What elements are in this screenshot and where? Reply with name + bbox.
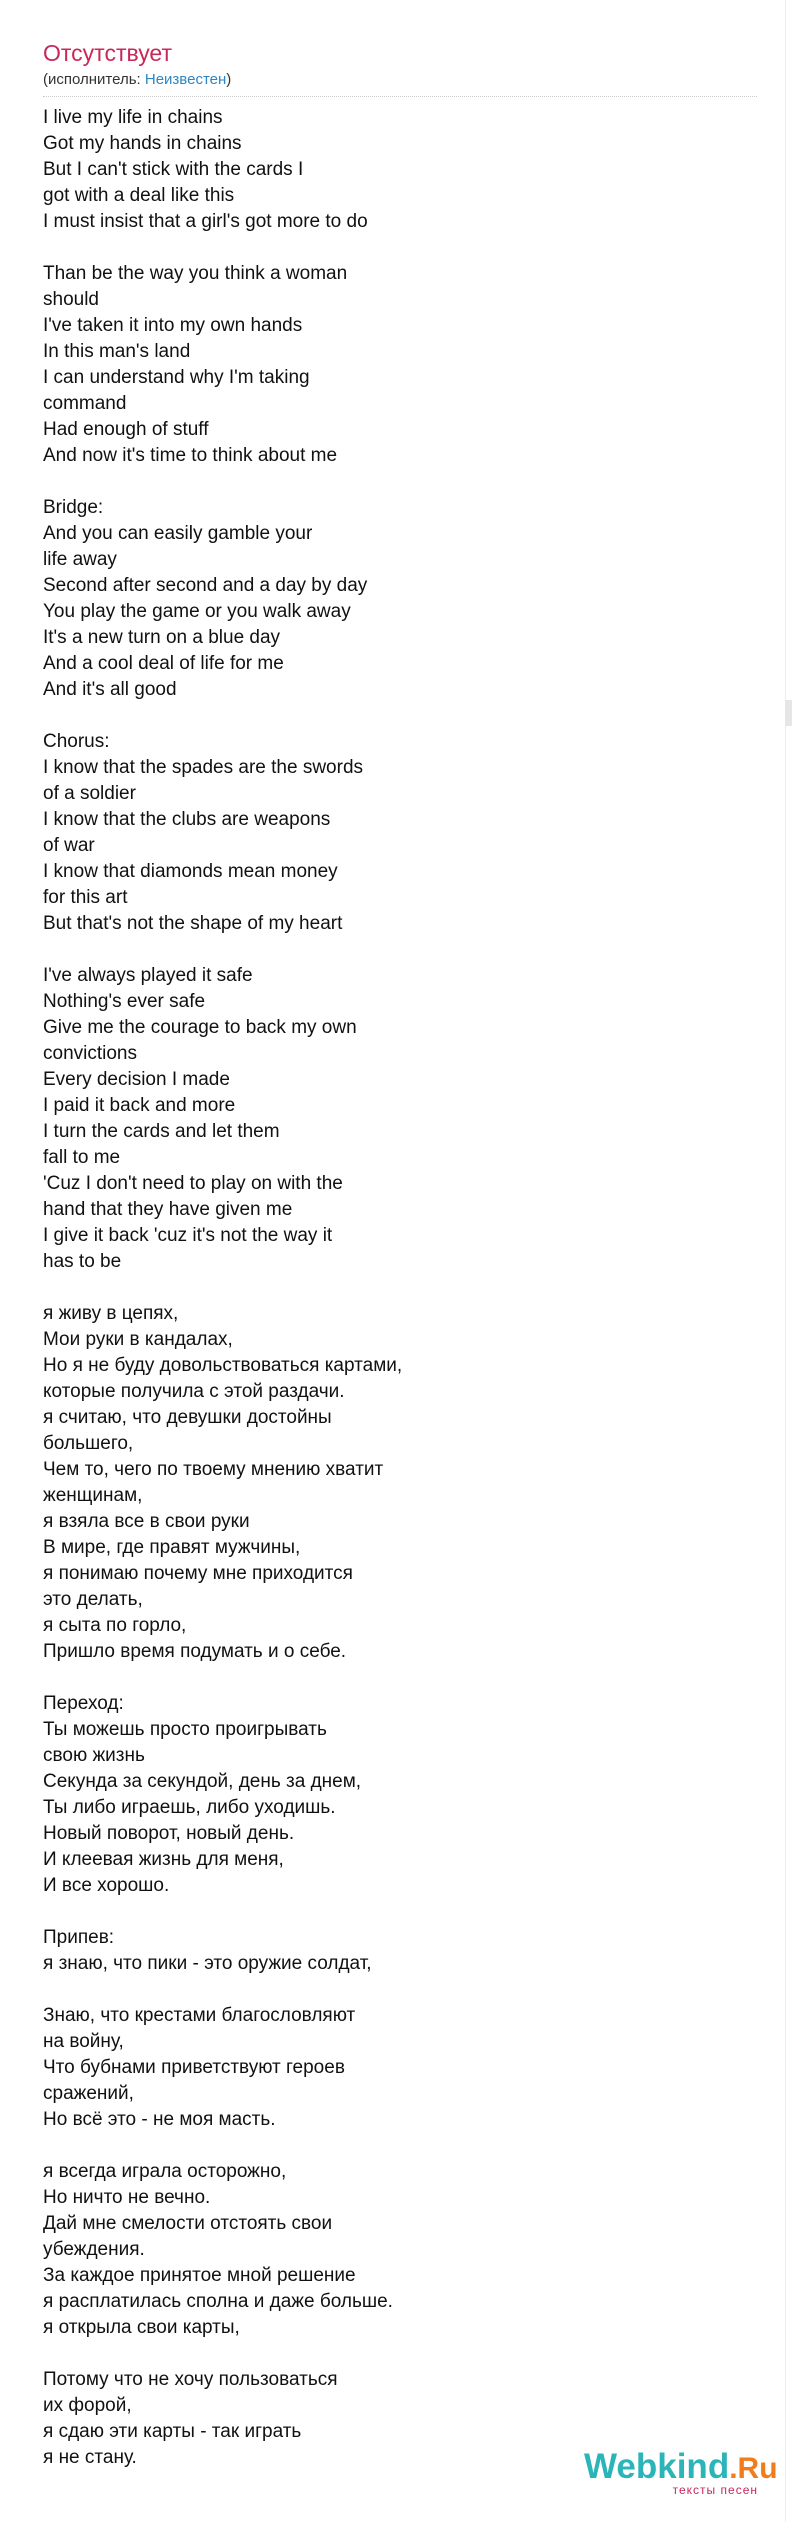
lyric-line: hand that they have given me bbox=[43, 1199, 293, 1220]
lyric-line: I turn the cards and let them bbox=[43, 1121, 280, 1142]
lyric-line: I know that the spades are the swords bbox=[43, 757, 364, 778]
lyric-line: я сыта по горло, bbox=[43, 1615, 187, 1636]
lyric-blank-line bbox=[43, 469, 743, 495]
lyric-line: я взяла все в свои руки bbox=[43, 1511, 250, 1532]
lyric-line: Что бубнами приветствуют героев bbox=[43, 2057, 345, 2078]
lyric-line: И все хорошо. bbox=[43, 1875, 170, 1896]
lyric-line: command bbox=[43, 393, 127, 414]
lyric-line: Give me the courage to back my own bbox=[43, 1017, 357, 1038]
artist-link[interactable]: Неизвестен bbox=[144, 71, 227, 88]
logo-tagline: тексты песен bbox=[672, 2483, 758, 2497]
lyric-line: Дай мне смелости отстоять свои bbox=[43, 2213, 333, 2234]
lyric-blank-line bbox=[43, 235, 743, 261]
lyric-blank-line bbox=[43, 703, 743, 729]
lyric-line: And now it's time to think about me bbox=[43, 445, 338, 466]
lyric-line: В мире, где правят мужчины, bbox=[43, 1537, 301, 1558]
lyric-line: Second after second and a day by day bbox=[43, 575, 368, 596]
lyric-line: fall to me bbox=[43, 1147, 121, 1168]
lyric-line: Ты либо играешь, либо уходишь. bbox=[43, 1797, 336, 1818]
lyric-line: Новый поворот, новый день. bbox=[43, 1823, 295, 1844]
lyric-line: Но всё это - не моя масть. bbox=[43, 2109, 276, 2130]
lyric-line: of war bbox=[43, 835, 95, 856]
lyric-line: я понимаю почему мне приходится bbox=[43, 1563, 353, 1584]
lyric-line: на войну, bbox=[43, 2031, 124, 2052]
lyric-line: убеждения. bbox=[43, 2239, 145, 2260]
lyric-line: I know that the clubs are weapons bbox=[43, 809, 331, 830]
lyric-blank-line bbox=[43, 1977, 743, 2003]
lyric-line: convictions bbox=[43, 1043, 137, 1064]
lyric-line: I give it back 'cuz it's not the way it bbox=[43, 1225, 333, 1246]
lyric-line: got with a deal like this bbox=[43, 185, 235, 206]
lyric-line: should bbox=[43, 289, 99, 310]
lyric-line: Секунда за секундой, день за днем, bbox=[43, 1771, 362, 1792]
lyric-line: I know that diamonds mean money bbox=[43, 861, 338, 882]
lyric-line: 'Cuz I don't need to play on with the bbox=[43, 1173, 343, 1194]
lyric-blank-line bbox=[43, 2341, 743, 2367]
lyric-line: I must insist that a girl's got more to do bbox=[43, 211, 368, 232]
lyric-line: In this man's land bbox=[43, 341, 191, 362]
lyric-line: And a cool deal of life for me bbox=[43, 653, 284, 674]
lyric-line: I live my life in chains bbox=[43, 107, 223, 128]
header-divider bbox=[43, 96, 757, 97]
lyric-line: я расплатилась сполна и даже больше. bbox=[43, 2291, 393, 2312]
lyric-line: Переход: bbox=[43, 1693, 124, 1714]
lyric-line: I can understand why I'm taking bbox=[43, 367, 310, 388]
lyric-line: Ты можешь просто проигрывать bbox=[43, 1719, 327, 1740]
lyric-line: But I can't stick with the cards I bbox=[43, 159, 304, 180]
lyric-line: of a soldier bbox=[43, 783, 136, 804]
lyric-line: я сдаю эти карты - так играть bbox=[43, 2421, 302, 2442]
lyric-line: И клеевая жизнь для меня, bbox=[43, 1849, 284, 1870]
lyric-line: You play the game or you walk away bbox=[43, 601, 351, 622]
lyric-line: их форой, bbox=[43, 2395, 132, 2416]
lyric-blank-line bbox=[43, 1275, 743, 1301]
lyric-blank-line bbox=[43, 937, 743, 963]
lyric-line: свою жизнь bbox=[43, 1745, 145, 1766]
lyric-line: Потому что не хочу пользоваться bbox=[43, 2369, 338, 2390]
lyric-line: Had enough of stuff bbox=[43, 419, 209, 440]
lyric-line: And it's all good bbox=[43, 679, 177, 700]
lyric-line: Bridge: bbox=[43, 497, 104, 518]
lyric-line: Пришло время подумать и о себе. bbox=[43, 1641, 347, 1662]
lyric-line: это делать, bbox=[43, 1589, 143, 1610]
lyric-line: Than be the way you think a woman bbox=[43, 263, 348, 284]
lyric-line: я считаю, что девушки достойны bbox=[43, 1407, 332, 1428]
lyric-line: I've always played it safe bbox=[43, 965, 253, 986]
lyric-line: Got my hands in chains bbox=[43, 133, 242, 154]
lyric-line: Chorus: bbox=[43, 731, 110, 752]
lyric-line: It's a new turn on a blue day bbox=[43, 627, 281, 648]
lyric-line: I paid it back and more bbox=[43, 1095, 236, 1116]
logo-suffix-text: .Ru bbox=[729, 2452, 778, 2485]
song-header bbox=[43, 38, 753, 90]
lyric-line: которые получила с этой раздачи. bbox=[43, 1381, 345, 1402]
lyric-line: But that's not the shape of my heart bbox=[43, 913, 343, 934]
lyric-line: я всегда играла осторожно, bbox=[43, 2161, 287, 2182]
lyric-line: Знаю, что крестами благословляют bbox=[43, 2005, 356, 2026]
lyric-line: Но я не буду довольствоваться картами, bbox=[43, 1355, 403, 1376]
lyric-line: я живу в цепях, bbox=[43, 1303, 179, 1324]
logo-main-text: Webkind bbox=[584, 2447, 730, 2486]
artist-prefix: (исполнитель: bbox=[43, 71, 145, 88]
lyric-blank-line bbox=[43, 2133, 743, 2159]
lyric-line: сражений, bbox=[43, 2083, 134, 2104]
lyric-line: life away bbox=[43, 549, 117, 570]
lyric-line: я знаю, что пики - это оружие солдат, bbox=[43, 1953, 372, 1974]
lyric-line: Nothing's ever safe bbox=[43, 991, 206, 1012]
lyric-line: for this art bbox=[43, 887, 128, 908]
right-edge-marker bbox=[785, 700, 792, 726]
lyric-line: я открыла свои карты, bbox=[43, 2317, 240, 2338]
lyric-line: За каждое принятое мной решение bbox=[43, 2265, 356, 2286]
lyric-line: Мои руки в кандалах, bbox=[43, 1329, 233, 1350]
lyric-blank-line bbox=[43, 1899, 743, 1925]
lyric-line: я не стану. bbox=[43, 2447, 137, 2468]
lyric-line: женщинам, bbox=[43, 1485, 143, 1506]
lyric-blank-line bbox=[43, 1665, 743, 1691]
lyric-line: Чем то, чего по твоему мнению хватит bbox=[43, 1459, 384, 1480]
lyric-line: has to be bbox=[43, 1251, 122, 1272]
song-title: Отсутствует bbox=[43, 40, 172, 66]
artist-line bbox=[43, 70, 753, 90]
lyric-line: And you can easily gamble your bbox=[43, 523, 313, 544]
lyric-line: Every decision I made bbox=[43, 1069, 230, 1090]
lyric-line: Но ничто не вечно. bbox=[43, 2187, 211, 2208]
site-logo[interactable] bbox=[584, 2447, 778, 2507]
lyrics-body bbox=[43, 105, 743, 2471]
lyric-line: Припев: bbox=[43, 1927, 115, 1948]
artist-suffix: ) bbox=[226, 71, 232, 88]
lyric-line: I've taken it into my own hands bbox=[43, 315, 303, 336]
lyric-line: большего, bbox=[43, 1433, 134, 1454]
